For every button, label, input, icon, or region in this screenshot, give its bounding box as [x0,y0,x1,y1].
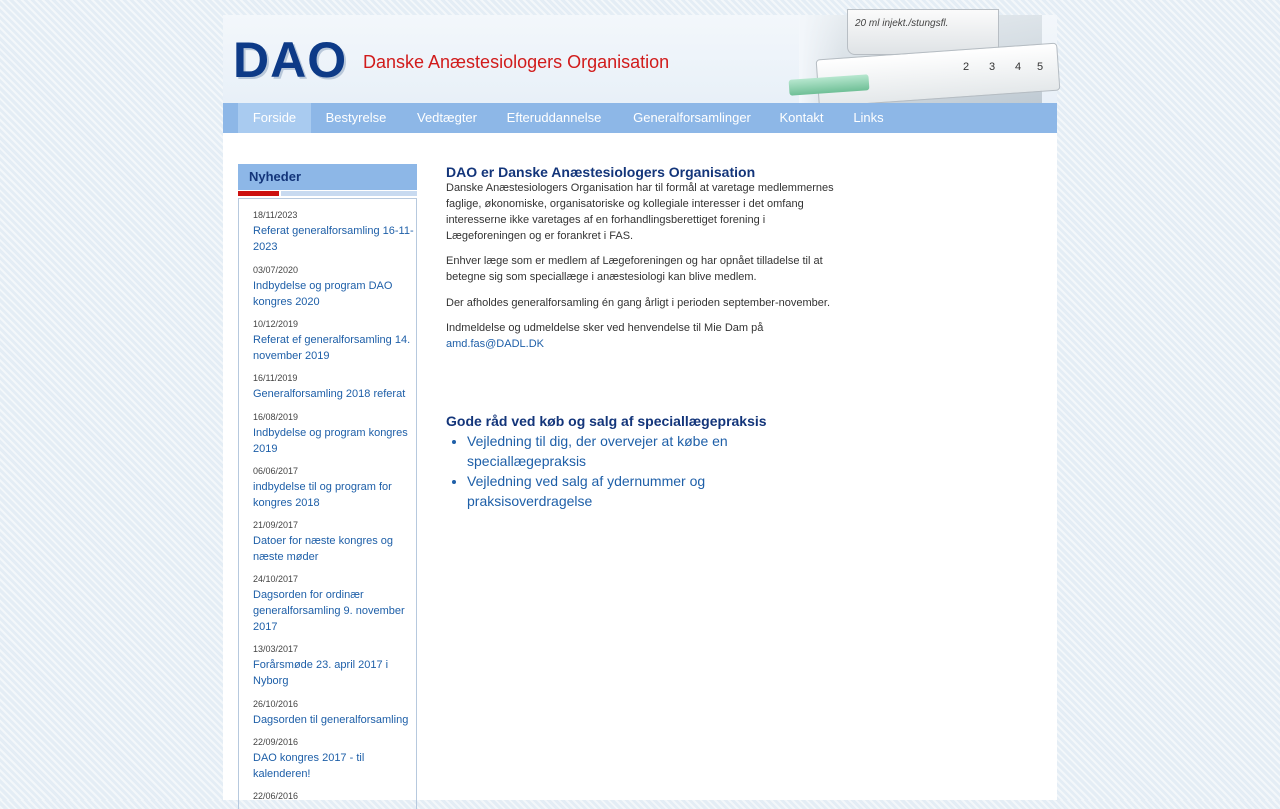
news-date: 16/08/2019 [253,412,299,422]
intro-paragraph: Danske Anæstesiologers Organisation har til formål at varetage medlemmernes faglige, økonomiske, organisatoriske og kollegiale interesser i det omfang interesserne ikke varetages af en forhandlingsberettiget forening i Lægeforeningen og er forankret i FAS. [446,182,834,242]
news-item [253,465,415,511]
news-sidebar-title: Nyheder [249,169,302,184]
news-link[interactable]: Referat generalforsamling 16-11-2023 [253,225,414,253]
news-item [253,264,415,310]
news-link[interactable]: indbydelse til og program for kongres 2018 [253,481,392,509]
news-link[interactable]: Referat ef generalforsamling 14. november 2019 [253,334,411,362]
main-navigation [223,103,1057,133]
sidebar-accent-red [238,191,279,196]
news-link[interactable]: DAO kongres 2017 - til kalenderen! [253,752,365,780]
news-date: 22/09/2016 [253,737,299,747]
site-tagline: Danske Anæstesiologers Organisation [363,52,670,72]
news-link[interactable]: Dagsorden for ordinær generalforsamling 9. november 2017 [253,589,405,633]
nav-item-vedtaegter[interactable]: Vedtægter [417,110,477,125]
advice-heading: Gode råd ved køb og salg af speciallægepraksis [446,413,767,429]
news-item [253,411,415,457]
site-header [223,15,1057,103]
page-container [223,15,1057,800]
nav-item-kontakt[interactable]: Kontakt [779,110,824,125]
vial-label-text: 20 ml injekt./stungsfl. [855,18,949,29]
syringe-scale-mark: 3 [989,61,996,73]
news-sidebar-header [238,164,417,190]
news-date: 22/06/2016 [253,791,299,801]
nav-item-forside[interactable]: Forside [238,103,311,133]
contact-email-link[interactable]: amd.fas@DADL.DK [446,338,544,350]
news-date: 16/11/2019 [253,373,298,383]
news-item [253,318,415,364]
page-title: DAO er Danske Anæstesiologers Organisation [446,164,756,180]
list-item [467,471,767,511]
sidebar-accent-blue [281,191,417,196]
guide-buying-link[interactable]: Vejledning til dig, der overvejer at købe en speciallægepraksis [467,433,728,469]
nav-item-links[interactable]: Links [853,110,884,125]
news-list [238,198,417,809]
list-item [467,431,767,471]
news-date: 06/06/2017 [253,466,299,476]
news-link[interactable]: Forårsmøde 23. april 2017 i Nyborg [253,659,389,687]
header-syringe-photo [799,15,1042,103]
news-link[interactable]: Indbydelse og program kongres 2019 [253,427,408,455]
news-date: 26/10/2016 [253,699,299,709]
news-item [253,372,415,402]
main-content [446,164,846,511]
news-item [253,790,415,804]
news-date: 21/09/2017 [253,520,299,530]
site-logo[interactable]: DAO [233,32,348,88]
news-date: 10/12/2019 [253,319,299,329]
syringe-scale-mark: 2 [963,61,970,73]
nav-item-bestyrelse[interactable]: Bestyrelse [325,110,387,125]
news-item [253,643,415,689]
news-link[interactable]: Datoer for næste kongres og næste møder [253,535,394,563]
news-item [253,698,415,728]
news-item [253,519,415,565]
news-date: 24/10/2017 [253,574,299,584]
advice-link-list [446,431,767,511]
news-date: 03/07/2020 [253,265,299,275]
news-date: 13/03/2017 [253,644,299,654]
news-link[interactable]: Indbydelse og program DAO kongres 2020 [253,280,393,308]
syringe-scale-mark: 5 [1037,61,1044,73]
news-item [253,209,415,255]
news-link[interactable]: Dagsorden til generalforsamling [253,714,409,726]
membership-paragraph: Enhver læge som er medlem af Lægeforeningen og har opnået tilladelse til at betegne sig som speciallæge i anæstesiologi kan blive medlem. [446,255,823,283]
guide-selling-link[interactable]: Vejledning ved salg af ydernummer og praksisoverdragelse [467,473,706,509]
nav-item-generalforsamlinger[interactable]: Generalforsamlinger [633,110,751,125]
news-sidebar [238,164,417,800]
news-item [253,736,415,782]
syringe-scale-mark: 4 [1015,61,1022,73]
news-link[interactable]: Generalforsamling 2018 referat [253,388,406,400]
nav-item-efteruddannelse[interactable]: Efteruddannelse [506,110,602,125]
general-assembly-paragraph: Der afholdes generalforsamling én gang årligt i perioden september-november. [446,297,831,309]
news-item [253,573,415,635]
enrollment-paragraph: Indmeldelse og udmeldelse sker ved henvendelse til Mie Dam på [446,322,764,334]
news-date: 18/11/2023 [253,210,298,220]
